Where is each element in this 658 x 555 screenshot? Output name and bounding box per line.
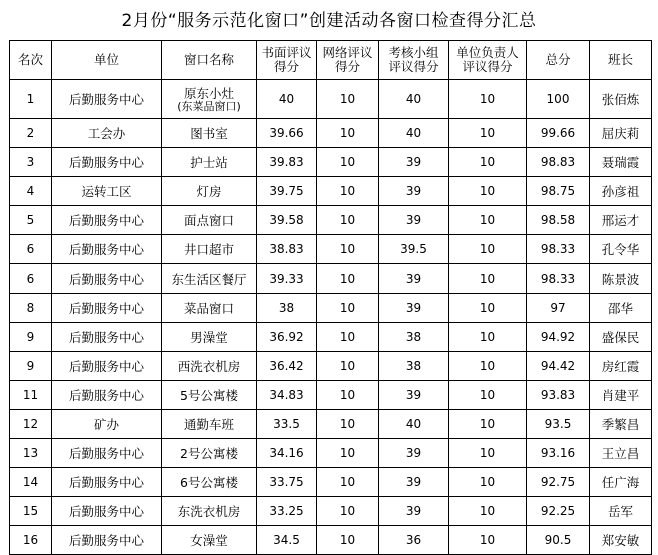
cell-total: 93.16 xyxy=(527,439,590,468)
cell-written: 38 xyxy=(257,293,317,322)
cell-head: 10 xyxy=(449,119,527,148)
cell-online: 10 xyxy=(317,380,379,409)
cell-written: 39.66 xyxy=(257,119,317,148)
cell-window-subname: (东菜品窗口) xyxy=(177,99,241,113)
table-row xyxy=(10,148,652,177)
cell-rank: 6 xyxy=(10,264,52,293)
cell-unit: 后勤服务中心 xyxy=(52,148,162,177)
cell-team: 39 xyxy=(379,148,449,177)
cell-total: 98.33 xyxy=(527,264,590,293)
cell-written: 33.75 xyxy=(257,468,317,497)
cell-written: 36.42 xyxy=(257,351,317,380)
cell-team: 38 xyxy=(379,322,449,351)
cell-head: 10 xyxy=(449,409,527,438)
cell-unit: 矿办 xyxy=(52,409,162,438)
table-row xyxy=(10,351,652,380)
cell-written: 39.58 xyxy=(257,206,317,235)
cell-window: 东洗衣机房 xyxy=(162,497,257,526)
cell-rank: 5 xyxy=(10,206,52,235)
cell-leader: 岳军 xyxy=(590,497,652,526)
cell-total: 100 xyxy=(527,80,590,119)
cell-unit: 后勤服务中心 xyxy=(52,497,162,526)
cell-window: 东生活区餐厅 xyxy=(162,264,257,293)
cell-window: 图书室 xyxy=(162,119,257,148)
header-rank: 名次 xyxy=(10,41,52,80)
cell-unit: 后勤服务中心 xyxy=(52,439,162,468)
table-row xyxy=(10,322,652,351)
cell-online: 10 xyxy=(317,322,379,351)
cell-unit: 后勤服务中心 xyxy=(52,206,162,235)
cell-rank: 9 xyxy=(10,322,52,351)
table-row xyxy=(10,119,652,148)
cell-leader: 邢运才 xyxy=(590,206,652,235)
cell-team: 40 xyxy=(379,119,449,148)
cell-team: 39 xyxy=(379,439,449,468)
header-team-line2: 评议得分 xyxy=(388,59,439,74)
cell-window: 西洗衣机房 xyxy=(162,351,257,380)
cell-total: 92.75 xyxy=(527,468,590,497)
cell-head: 10 xyxy=(449,380,527,409)
cell-team: 39 xyxy=(379,468,449,497)
cell-written: 36.92 xyxy=(257,322,317,351)
cell-window: 女澡堂 xyxy=(162,526,257,555)
cell-online: 10 xyxy=(317,264,379,293)
cell-total: 93.83 xyxy=(527,380,590,409)
cell-rank: 12 xyxy=(10,409,52,438)
cell-online: 10 xyxy=(317,439,379,468)
table-row xyxy=(10,206,652,235)
header-written-score xyxy=(257,41,317,80)
table-row xyxy=(10,497,652,526)
header-team-line1: 考核小组 xyxy=(388,45,439,60)
cell-rank: 1 xyxy=(10,80,52,119)
cell-rank: 11 xyxy=(10,380,52,409)
cell-total: 98.58 xyxy=(527,206,590,235)
cell-unit: 后勤服务中心 xyxy=(52,351,162,380)
cell-online: 10 xyxy=(317,409,379,438)
cell-online: 10 xyxy=(317,526,379,555)
cell-head: 10 xyxy=(449,497,527,526)
cell-total: 93.5 xyxy=(527,409,590,438)
cell-online: 10 xyxy=(317,468,379,497)
header-leader: 班长 xyxy=(590,41,652,80)
cell-unit: 运转工区 xyxy=(52,177,162,206)
cell-team: 39.5 xyxy=(379,235,449,264)
cell-online: 10 xyxy=(317,148,379,177)
cell-team: 39 xyxy=(379,177,449,206)
header-unit: 单位 xyxy=(52,41,162,80)
cell-team: 39 xyxy=(379,497,449,526)
cell-window: 护士站 xyxy=(162,148,257,177)
header-window: 窗口名称 xyxy=(162,41,257,80)
cell-unit: 后勤服务中心 xyxy=(52,322,162,351)
table-row xyxy=(10,264,652,293)
cell-unit: 后勤服务中心 xyxy=(52,380,162,409)
cell-written: 38.83 xyxy=(257,235,317,264)
cell-head: 10 xyxy=(449,264,527,293)
cell-written: 39.75 xyxy=(257,177,317,206)
cell-window: 5号公寓楼 xyxy=(162,380,257,409)
table-row xyxy=(10,439,652,468)
cell-total: 94.92 xyxy=(527,322,590,351)
cell-unit: 后勤服务中心 xyxy=(52,235,162,264)
cell-rank: 2 xyxy=(10,119,52,148)
cell-head: 10 xyxy=(449,148,527,177)
header-written-line1: 书面评议 xyxy=(261,45,312,60)
table-row xyxy=(10,293,652,322)
table-row xyxy=(10,526,652,555)
cell-window: 灯房 xyxy=(162,177,257,206)
header-row xyxy=(10,41,652,80)
cell-online: 10 xyxy=(317,497,379,526)
cell-team: 38 xyxy=(379,351,449,380)
cell-rank: 13 xyxy=(10,439,52,468)
cell-rank: 14 xyxy=(10,468,52,497)
cell-total: 98.75 xyxy=(527,177,590,206)
cell-written: 40 xyxy=(257,80,317,119)
cell-online: 10 xyxy=(317,235,379,264)
cell-rank: 15 xyxy=(10,497,52,526)
cell-window: 面点窗口 xyxy=(162,206,257,235)
header-written-line2: 得分 xyxy=(273,59,299,74)
cell-rank: 16 xyxy=(10,526,52,555)
cell-head: 10 xyxy=(449,206,527,235)
cell-written: 39.83 xyxy=(257,148,317,177)
header-team-score xyxy=(379,41,449,80)
page-title: 2月份“服务示范化窗口”创建活动各窗口检查得分汇总 xyxy=(121,11,537,31)
cell-online: 10 xyxy=(317,80,379,119)
cell-head: 10 xyxy=(449,177,527,206)
cell-written: 34.16 xyxy=(257,439,317,468)
cell-rank: 9 xyxy=(10,351,52,380)
table-row xyxy=(10,177,652,206)
cell-leader: 孙彦祖 xyxy=(590,177,652,206)
cell-online: 10 xyxy=(317,293,379,322)
cell-written: 33.5 xyxy=(257,409,317,438)
cell-team: 40 xyxy=(379,409,449,438)
cell-window: 6号公寓楼 xyxy=(162,468,257,497)
cell-written: 34.83 xyxy=(257,380,317,409)
table-row xyxy=(10,235,652,264)
cell-head: 10 xyxy=(449,80,527,119)
cell-window: 菜品窗口 xyxy=(162,293,257,322)
cell-total: 92.25 xyxy=(527,497,590,526)
cell-leader: 任广海 xyxy=(590,468,652,497)
cell-leader: 季繁昌 xyxy=(590,409,652,438)
cell-unit: 后勤服务中心 xyxy=(52,468,162,497)
cell-leader: 张佰炼 xyxy=(590,80,652,119)
cell-unit: 工会办 xyxy=(52,119,162,148)
cell-written: 34.5 xyxy=(257,526,317,555)
cell-leader: 聂瑞霞 xyxy=(590,148,652,177)
table-row xyxy=(10,409,652,438)
cell-online: 10 xyxy=(317,119,379,148)
header-head-line2: 评议得分 xyxy=(462,59,513,74)
cell-written: 33.25 xyxy=(257,497,317,526)
cell-written: 39.33 xyxy=(257,264,317,293)
cell-leader: 肖建平 xyxy=(590,380,652,409)
cell-online: 10 xyxy=(317,206,379,235)
header-total: 总分 xyxy=(527,41,590,80)
cell-head: 10 xyxy=(449,322,527,351)
cell-window: 2号公寓楼 xyxy=(162,439,257,468)
cell-rank: 8 xyxy=(10,293,52,322)
header-head-score xyxy=(449,41,527,80)
cell-total: 98.33 xyxy=(527,235,590,264)
table-row xyxy=(10,468,652,497)
cell-leader: 陈景波 xyxy=(590,264,652,293)
cell-team: 39 xyxy=(379,264,449,293)
cell-total: 97 xyxy=(527,293,590,322)
cell-team: 40 xyxy=(379,80,449,119)
cell-rank: 4 xyxy=(10,177,52,206)
cell-online: 10 xyxy=(317,177,379,206)
header-head-line1: 单位负责人 xyxy=(456,45,519,60)
cell-head: 10 xyxy=(449,439,527,468)
cell-team: 36 xyxy=(379,526,449,555)
cell-rank: 3 xyxy=(10,148,52,177)
cell-rank: 6 xyxy=(10,235,52,264)
cell-window: 男澡堂 xyxy=(162,322,257,351)
cell-online: 10 xyxy=(317,351,379,380)
header-online-line2: 得分 xyxy=(334,59,360,74)
cell-total: 99.66 xyxy=(527,119,590,148)
cell-head: 10 xyxy=(449,235,527,264)
cell-unit: 后勤服务中心 xyxy=(52,80,162,119)
cell-window-name: 原东小灶 xyxy=(183,85,234,101)
table-row xyxy=(10,80,652,119)
cell-head: 10 xyxy=(449,468,527,497)
cell-total: 90.5 xyxy=(527,526,590,555)
score-table xyxy=(9,40,652,555)
cell-total: 98.83 xyxy=(527,148,590,177)
cell-leader: 邵华 xyxy=(590,293,652,322)
header-online-line1: 网络评议 xyxy=(322,45,373,60)
cell-total: 94.42 xyxy=(527,351,590,380)
cell-window: 通勤车班 xyxy=(162,409,257,438)
cell-unit: 后勤服务中心 xyxy=(52,293,162,322)
cell-head: 10 xyxy=(449,293,527,322)
cell-head: 10 xyxy=(449,351,527,380)
cell-team: 39 xyxy=(379,380,449,409)
cell-leader: 郑安敏 xyxy=(590,526,652,555)
cell-unit: 后勤服务中心 xyxy=(52,526,162,555)
cell-leader: 屈庆莉 xyxy=(590,119,652,148)
cell-head: 10 xyxy=(449,526,527,555)
table-row xyxy=(10,380,652,409)
cell-leader: 房红霞 xyxy=(590,351,652,380)
cell-leader: 王立昌 xyxy=(590,439,652,468)
cell-team: 39 xyxy=(379,206,449,235)
cell-unit: 后勤服务中心 xyxy=(52,264,162,293)
header-online-score xyxy=(317,41,379,80)
cell-window: 井口超市 xyxy=(162,235,257,264)
cell-leader: 盛保民 xyxy=(590,322,652,351)
cell-team: 39 xyxy=(379,293,449,322)
cell-leader: 孔令华 xyxy=(590,235,652,264)
cell-window xyxy=(162,80,257,119)
